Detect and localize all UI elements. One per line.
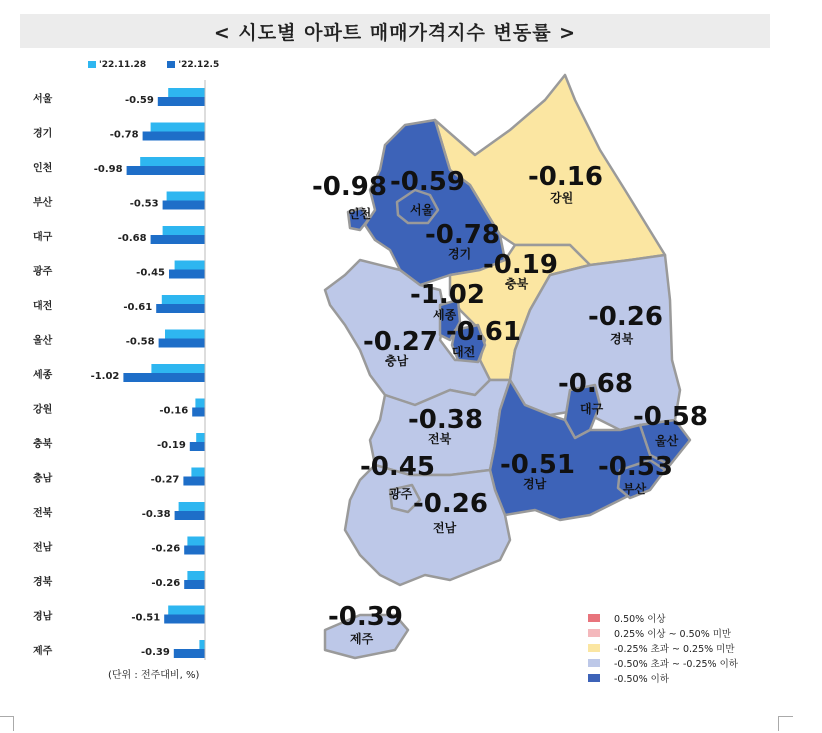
category-label: 충북 xyxy=(33,439,53,450)
map-value-daegu: -0.68 xyxy=(558,369,633,399)
data-label: -0.26 xyxy=(151,578,181,589)
bar-this-week xyxy=(123,373,205,382)
data-label: -0.27 xyxy=(150,474,180,486)
map-value-jeju: -0.39 xyxy=(328,602,403,632)
map-legend-row xyxy=(588,625,738,640)
bar-prev-week xyxy=(140,157,205,166)
category-label: 강원 xyxy=(33,404,53,416)
bar-this-week xyxy=(158,97,205,106)
map-value-ulsan: -0.58 xyxy=(633,402,708,432)
map-legend-label: 0.25% 이상 ~ 0.50% 미만 xyxy=(614,628,732,640)
crop-mark-right xyxy=(778,716,793,731)
bar-this-week xyxy=(174,649,205,658)
map-name-seoul: 서울 xyxy=(410,203,434,217)
map-value-gyeongbuk: -0.26 xyxy=(588,302,663,332)
bar-this-week xyxy=(159,339,205,348)
bar-this-week xyxy=(164,615,205,624)
korea-map xyxy=(300,60,720,670)
map-value-daejeon: -0.61 xyxy=(446,317,521,347)
bar-prev-week xyxy=(179,502,205,511)
bar-this-week xyxy=(156,304,205,313)
data-label: -0.98 xyxy=(93,164,123,175)
data-label: -1.02 xyxy=(90,371,120,382)
bar-this-week xyxy=(184,546,205,555)
map-value-seoul: -0.59 xyxy=(390,167,465,197)
bar-prev-week xyxy=(163,226,205,235)
data-label: -0.78 xyxy=(109,129,139,141)
category-label: 대전 xyxy=(33,301,53,312)
map-value-sejong: -1.02 xyxy=(410,280,485,310)
category-label: 제주 xyxy=(33,646,53,657)
data-label: -0.58 xyxy=(125,336,155,348)
map-legend-row xyxy=(588,670,738,685)
category-label: 경남 xyxy=(33,611,53,623)
bar-this-week xyxy=(169,270,205,279)
map-legend-row xyxy=(588,610,738,625)
bar-prev-week xyxy=(187,571,205,580)
map-legend-label: -0.50% 이하 xyxy=(614,673,669,685)
bar-this-week xyxy=(192,408,205,417)
data-label: -0.26 xyxy=(151,543,181,555)
unit-note: (단위 : 전주대비, %) xyxy=(108,670,200,681)
bar-this-week xyxy=(143,132,205,141)
map-name-chungbuk: 충북 xyxy=(505,277,529,291)
bar-prev-week xyxy=(199,640,205,649)
map-value-jeonbuk: -0.38 xyxy=(408,405,483,435)
data-label: -0.38 xyxy=(141,509,171,520)
category-label: 인천 xyxy=(33,163,53,174)
bar-this-week xyxy=(127,166,205,175)
data-label: -0.19 xyxy=(156,440,186,451)
map-legend-label: -0.25% 초과 ~ 0.25% 미만 xyxy=(614,643,735,655)
category-label: 부산 xyxy=(33,197,53,209)
map-name-incheon: 인천 xyxy=(348,207,372,221)
map-name-chungnam: 충남 xyxy=(385,354,409,368)
bar-prev-week xyxy=(167,192,205,201)
data-label: -0.59 xyxy=(124,95,154,106)
bar-this-week xyxy=(163,201,205,210)
bar-prev-week xyxy=(191,468,205,477)
category-label: 서울 xyxy=(33,94,53,105)
chart-title: < 시도별 아파트 매매가격지수 변동률 > xyxy=(20,14,770,48)
legend-label-this: '22.12.5 xyxy=(178,60,220,70)
map-value-busan: -0.53 xyxy=(598,452,673,482)
category-label: 경북 xyxy=(33,577,53,588)
data-label: -0.53 xyxy=(129,198,159,210)
map-name-gyeongnam: 경남 xyxy=(523,477,547,491)
category-label: 경기 xyxy=(33,128,53,140)
category-label: 전북 xyxy=(33,508,53,519)
map-value-gangwon: -0.16 xyxy=(528,162,603,192)
map-value-chungbuk: -0.19 xyxy=(483,250,558,280)
map-value-gyeongnam: -0.51 xyxy=(500,450,575,480)
map-legend-row xyxy=(588,655,738,670)
bar-prev-week xyxy=(175,261,205,270)
data-label: -0.39 xyxy=(140,647,170,658)
category-label: 세종 xyxy=(33,370,53,381)
map-legend xyxy=(588,610,738,685)
category-label: 울산 xyxy=(33,335,53,347)
map-value-gwangju: -0.45 xyxy=(360,452,435,482)
legend-label-prev: '22.11.28 xyxy=(99,60,147,70)
region-jeonnam xyxy=(345,465,510,585)
bar-this-week xyxy=(151,235,205,244)
bar-this-week xyxy=(183,477,205,486)
category-label: 광주 xyxy=(33,266,53,278)
map-name-busan: 부산 xyxy=(623,482,647,496)
map-name-gangwon: 강원 xyxy=(550,191,574,205)
map-value-gyeonggi: -0.78 xyxy=(425,220,500,250)
map-name-jeju: 제주 xyxy=(350,632,374,646)
data-label: -0.16 xyxy=(159,405,189,417)
map-name-gyeongbuk: 경북 xyxy=(610,332,634,346)
category-label: 전남 xyxy=(33,542,53,554)
map-name-gyeonggi: 경기 xyxy=(448,247,472,261)
map-name-sejong: 세종 xyxy=(433,308,457,322)
bar-prev-week xyxy=(168,606,205,615)
bar-prev-week xyxy=(151,123,205,132)
map-name-ulsan: 울산 xyxy=(655,434,679,448)
map-legend-row xyxy=(588,640,738,655)
bar-this-week xyxy=(184,580,205,589)
map-legend-label: 0.50% 이상 xyxy=(614,613,666,625)
map-name-gwangju: 광주 xyxy=(389,487,413,501)
bar-prev-week xyxy=(168,88,205,97)
map-name-daejeon: 대전 xyxy=(452,345,476,359)
bar-prev-week xyxy=(151,364,205,373)
map-value-incheon: -0.98 xyxy=(312,172,387,202)
bar-prev-week xyxy=(187,537,205,546)
map-value-chungnam: -0.27 xyxy=(363,327,438,357)
bar-prev-week xyxy=(162,295,205,304)
bar-prev-week xyxy=(195,399,205,408)
map-legend-label: -0.50% 초과 ~ -0.25% 이하 xyxy=(614,658,738,670)
map-name-jeonbuk: 전북 xyxy=(428,432,452,446)
data-label: -0.61 xyxy=(123,302,153,313)
bar-prev-week xyxy=(196,433,205,442)
category-label: 충남 xyxy=(33,473,53,485)
bar-this-week xyxy=(175,511,205,520)
data-label: -0.68 xyxy=(117,233,147,244)
map-name-jeonnam: 전남 xyxy=(433,521,457,535)
crop-mark-left xyxy=(0,716,14,731)
bar-this-week xyxy=(190,442,205,451)
data-label: -0.51 xyxy=(131,612,161,624)
map-value-jeonnam: -0.26 xyxy=(413,489,488,519)
data-label: -0.45 xyxy=(136,267,165,279)
bar-prev-week xyxy=(165,330,205,339)
map-name-daegu: 대구 xyxy=(580,402,604,416)
category-label: 대구 xyxy=(33,232,53,243)
bar-chart xyxy=(0,0,300,700)
